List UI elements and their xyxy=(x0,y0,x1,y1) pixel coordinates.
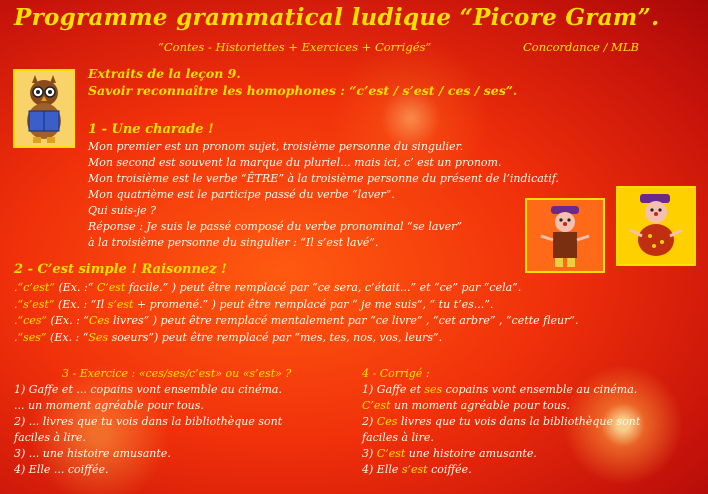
charade-line: Mon quatrième est le participe passé du verbe “laver”. xyxy=(88,188,395,201)
correction-line: 3) C’est une histoire amusante. xyxy=(362,447,537,460)
clown-figure-icon xyxy=(616,186,696,266)
correction-line: faciles à lire. xyxy=(362,431,434,444)
exercise-line: faciles à lire. xyxy=(14,431,86,444)
exercise-line: 2) ... livres que tu vois dans la bibliothèque sont xyxy=(14,415,283,428)
section3-heading: 3 - Exercice : «ces/ses/c’est» ou «s’est» ? xyxy=(62,367,292,380)
rule-term: .“c’est” xyxy=(14,281,55,294)
charade-line: Qui suis-je ? xyxy=(88,204,157,217)
subtitle-left: “Contes - Historiettes + Exercices + Corrigés” xyxy=(158,40,432,54)
lesson-line-1: Extraits de la leçon 9. xyxy=(88,66,241,81)
subtitle-right: Concordance / MLB xyxy=(523,40,639,54)
clown-figure-icon xyxy=(525,198,605,273)
charade-line: Mon troisième est le verbe “ÊTRE” à la troisième personne du présent de l’indicatif. xyxy=(88,172,559,185)
charade-answer: à la troisième personne du singulier : “Il s’est lavé”. xyxy=(88,236,379,249)
rule-term: .“s’est” xyxy=(14,298,55,311)
charade-answer: Réponse : Je suis le passé composé du verbe pronominal “se laver” xyxy=(88,220,462,233)
page-title: Programme grammatical ludique “Picore Gram”. xyxy=(14,4,660,31)
rule-row-ces: .“ces” (Ex. : “Ces livres” ) peut être remplacé mentalement par “ce livre” , “cet arbre” , “cette fleur”. xyxy=(14,314,579,327)
rule-term: .“ces” xyxy=(14,314,48,327)
exercise-line: 1) Gaffe et ... copains vont ensemble au cinéma. xyxy=(14,383,282,396)
rule-row-sest: .“s’est” (Ex. : “Il s’est + promené.” ) peut être remplacé par “ je me suis”, “ tu t’es...”. xyxy=(14,298,494,311)
lesson-line-2: Savoir reconnaître les homophones : “c’est / s’est / ces / ses”. xyxy=(88,83,518,98)
exercise-line: 3) ... une histoire amusante. xyxy=(14,447,171,460)
exercise-line: 4) Elle ... coiffée. xyxy=(14,463,109,476)
charade-line: Mon premier est un pronom sujet, troisième personne du singulier. xyxy=(88,140,464,153)
section4-heading: 4 - Corrigé : xyxy=(362,367,430,380)
rule-row-ses: .“ses” (Ex. : “Ses soeurs”) peut être remplacé par “mes, tes, nos, vos, leurs”. xyxy=(14,331,443,344)
rule-row-cest: .“c’est” (Ex. :“ C’est facile.” ) peut être remplacé par “ce sera, c’était...” et “ce” par “cela”. xyxy=(14,281,522,294)
section2-heading: 2 - C’est simple ! Raisonnez ! xyxy=(14,262,227,277)
section1-heading: 1 - Une charade ! xyxy=(88,122,214,137)
rule-term: .“ses” xyxy=(14,331,47,344)
owl-reading-icon xyxy=(13,69,75,148)
charade-line: Mon second est souvent la marque du pluriel... mais ici, c’ est un pronom. xyxy=(88,156,502,169)
correction-line: 4) Elle s’est coiffée. xyxy=(362,463,472,476)
correction-line: 1) Gaffe et ses copains vont ensemble au cinéma. xyxy=(362,383,638,396)
correction-line: 2) Ces livres que tu vois dans la bibliothèque sont xyxy=(362,415,641,428)
exercise-line: ... un moment agréable pour tous. xyxy=(14,399,204,412)
correction-line: C’est un moment agréable pour tous. xyxy=(362,399,570,412)
